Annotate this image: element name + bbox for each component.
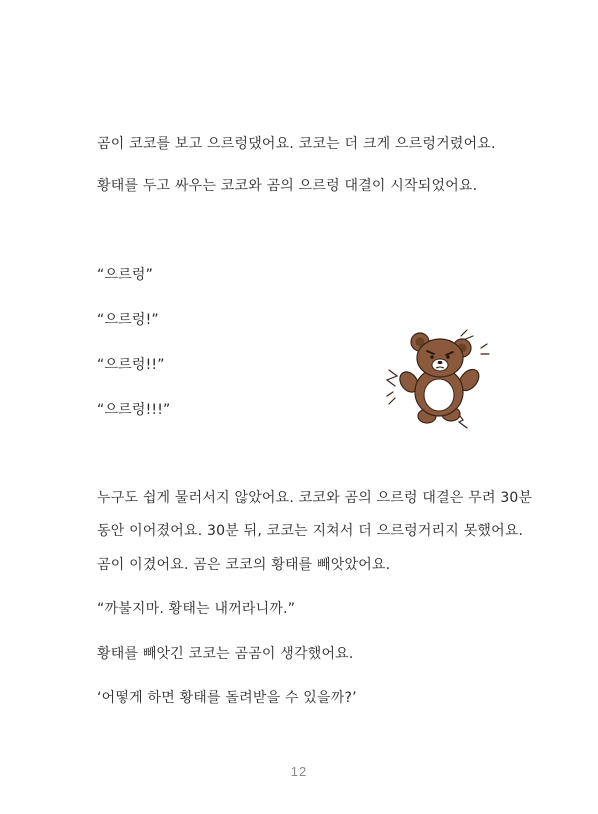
text-line: 곰이 코코를 보고 으르렁댔어요. 코코는 더 크게 으르렁거렸어요. xyxy=(97,136,496,152)
text-line: 동안 이어졌어요. 30분 뒤, 코코는 지쳐서 더 으르렁거리지 못했어요. xyxy=(97,523,524,539)
page-number: 12 xyxy=(290,764,308,779)
text-line: “으르렁!” xyxy=(97,312,159,328)
text-line: “으르렁!!!” xyxy=(97,402,171,418)
text-line: “으르렁!!” xyxy=(97,357,165,373)
text-line: 누구도 쉽게 물러서지 않았어요. 코코와 곰의 으르렁 대결은 무려 30분 xyxy=(97,490,533,506)
angry-bear-icon xyxy=(383,322,495,432)
text-line: “으르렁” xyxy=(97,267,154,283)
text-line: “까불지마. 황태는 내꺼라니까.” xyxy=(97,601,296,617)
text-line: ‘어떻게 하면 황태를 돌려받을 수 있을까?’ xyxy=(97,690,357,706)
text-line: 곰이 이겼어요. 곰은 코코의 황태를 빼앗았어요. xyxy=(97,557,391,573)
text-line: 황태를 빼앗긴 코코는 곰곰이 생각했어요. xyxy=(97,646,354,662)
text-line: 황태를 두고 싸우는 코코와 곰의 으르렁 대결이 시작되었어요. xyxy=(97,178,478,194)
